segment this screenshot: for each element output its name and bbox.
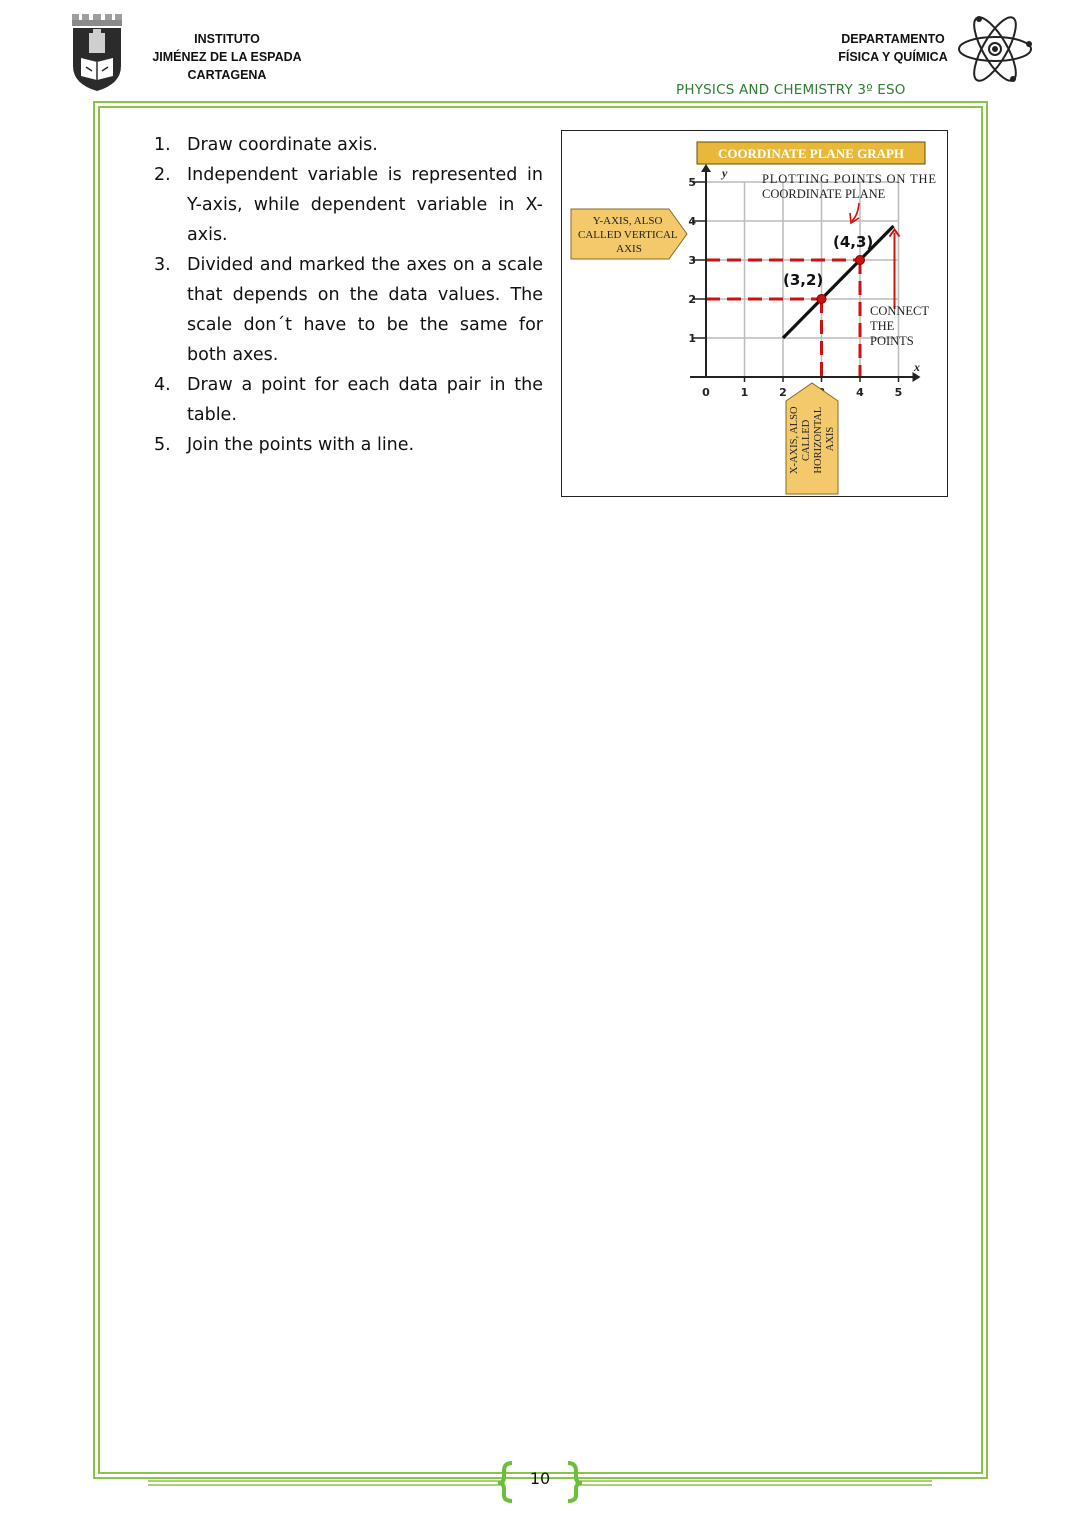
banner-text: COORDINATE PLANE GRAPH [717, 146, 905, 161]
list-item: 4. Draw a point for each data pair in the table. [154, 375, 543, 425]
list-item: 2. Independent variable is represented in Y-axis, while dependent variable in X-axis. [154, 165, 543, 245]
y-tick-label: 1 [688, 332, 696, 345]
y-axis-letter: y [722, 166, 728, 180]
point-label-a: (3,2) [783, 271, 824, 289]
list-item: 3. Divided and marked the axes on a scale that depends on the data values. The scale don´t have to be the same for both axes. [154, 255, 543, 365]
plotting-note: PLOTTING POINTS ON THE COORDINATE PLANE [762, 172, 936, 201]
department-logo [955, 10, 1035, 88]
y-tick-label: 4 [688, 215, 696, 228]
x-tick-label: 0 [702, 386, 710, 399]
x-tick-label: 5 [894, 386, 903, 399]
x-axis-callout: X-AXIS, ALSO CALLED HORIZONTAL AXIS [789, 406, 836, 475]
y-axis-callout: Y-AXIS, ALSO CALLED VERTICAL AXIS [578, 215, 678, 255]
data-point [817, 295, 826, 304]
data-point [856, 256, 865, 265]
connect-note: CONNECT THE POINTS [870, 304, 929, 348]
castle-book-shield-icon [70, 12, 124, 92]
y-axis-arrow [701, 164, 711, 172]
list-item: 5. Join the points with a line. [154, 435, 415, 455]
x-tick-label: 2 [779, 386, 787, 399]
coordinate-plane-svg [562, 131, 946, 495]
x-axis-letter: x [914, 360, 920, 374]
y-tick-label: 5 [688, 176, 696, 189]
point-label-b: (4,3) [833, 233, 874, 251]
list-item: 1. Draw coordinate axis. [154, 135, 378, 155]
steps-list [150, 130, 543, 460]
y-tick-label: 2 [688, 293, 696, 306]
department-name: DEPARTAMENTO FÍSICA Y QUÍMICA [838, 32, 948, 64]
page-number: 10 [529, 1469, 551, 1488]
coordinate-plane-figure [561, 130, 948, 497]
y-tick-label: 3 [688, 254, 696, 267]
school-logo [70, 12, 124, 92]
x-tick-label: 4 [856, 386, 864, 399]
subject-title: PHYSICS AND CHEMISTRY 3º ESO [676, 82, 906, 98]
school-name: INSTITUTO JIMÉNEZ DE LA ESPADA CARTAGENA [152, 32, 302, 82]
x-tick-label: 1 [740, 386, 749, 399]
atom-icon [955, 10, 1035, 88]
